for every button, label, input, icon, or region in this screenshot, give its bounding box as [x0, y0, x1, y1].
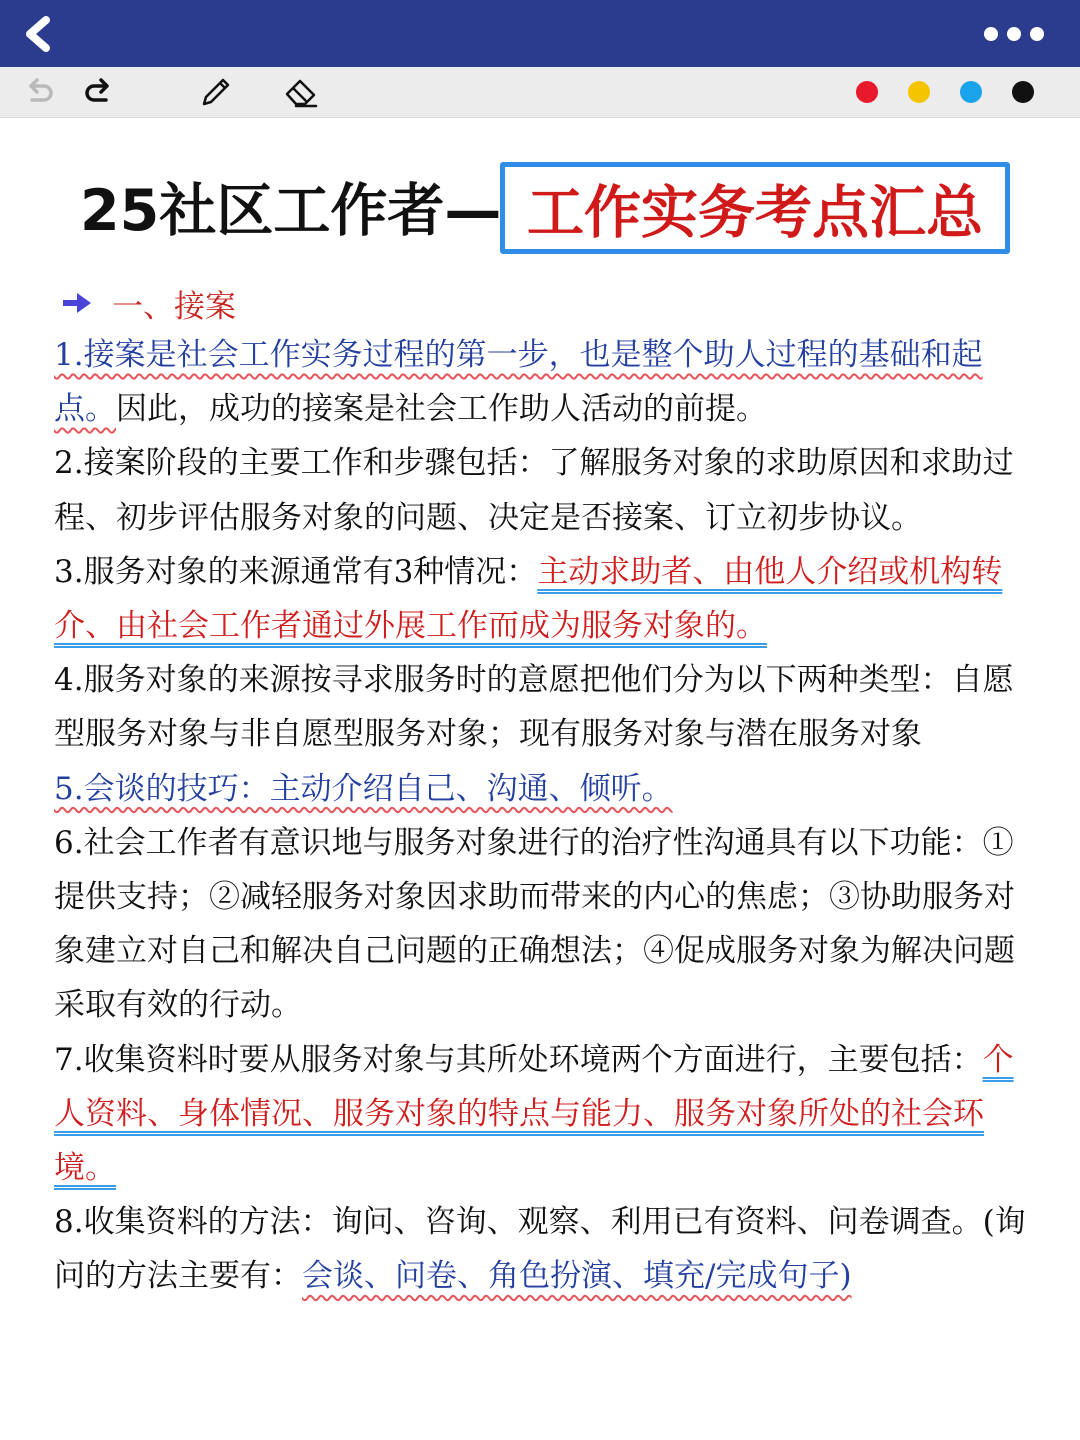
top-bar — [0, 0, 1080, 67]
more-options-button[interactable] — [984, 24, 1044, 44]
item-3-text: 3.服务对象的来源通常有3种情况： — [54, 553, 538, 590]
item-8-highlight: 会谈、问卷、角色扮演、填充/完成句子) — [302, 1258, 852, 1295]
item-6: 6.社会工作者有意识地与服务对象进行的治疗性沟通具有以下功能：①提供支持；②减轻服务对象因求助而带来的内心的焦虑；③协助服务对象建立对自己和解决自己问题的正确想法；④促成服务对象为解决问题采取有效的行动。 — [54, 824, 1015, 1024]
item-3 — [54, 545, 1034, 653]
color-swatch-yellow[interactable] — [908, 81, 930, 103]
note-body — [54, 328, 1034, 1304]
item-4: 4.服务对象的来源按寻求服务时的意愿把他们分为以下两种类型：自愿型服务对象与非自愿型服务对象；现有服务对象与潜在服务对象 — [54, 662, 1014, 753]
item-7-text: 7.收集资料时要从服务对象与其所处环境两个方面进行，主要包括： — [54, 1041, 983, 1078]
arrow-right-icon — [60, 291, 94, 315]
item-7-highlight: 个人资料、身体情况、服务对象的特点与能力、服务对象所处的社会环境。 — [54, 1041, 1014, 1187]
back-button[interactable] — [18, 12, 62, 56]
section-heading — [60, 281, 236, 325]
chevron-left-icon — [18, 12, 62, 56]
undo-button[interactable] — [22, 74, 58, 110]
more-dot — [1030, 27, 1044, 41]
title-highlight-text: 工作实务考点汇总 — [527, 180, 983, 246]
more-dot — [984, 27, 998, 41]
more-dot — [1007, 27, 1021, 41]
pencil-icon — [198, 74, 234, 110]
item-1-text: 因此，成功的接案是社会工作助人活动的前提。 — [116, 391, 767, 428]
item-3-highlight: 主动求助者、由他人介绍或机构转介、由社会工作者通过外展工作而成为服务对象的。 — [54, 553, 1003, 645]
color-swatch-red[interactable] — [856, 81, 878, 103]
eraser-button[interactable] — [283, 74, 319, 110]
item-1 — [54, 328, 1034, 436]
color-swatch-blue[interactable] — [960, 81, 982, 103]
item-8 — [54, 1195, 1034, 1303]
item-5-highlight: 5.会谈的技巧：主动介绍自己、沟通、倾听。 — [54, 770, 673, 807]
item-1-highlight: 1.接案是社会工作实务过程的第一步，也是整个助人过程的基础和起点。 — [54, 337, 983, 428]
item-7 — [54, 1033, 1034, 1196]
note-canvas — [0, 118, 1080, 1440]
redo-icon — [80, 74, 116, 110]
item-8-text: 8.收集资料的方法：询问、咨询、观察、利用已有资料、问卷调查。(询问的方法主要有： — [54, 1204, 1026, 1295]
eraser-icon — [283, 74, 319, 110]
undo-icon — [22, 74, 58, 110]
section-heading-text: 一、接案 — [112, 288, 236, 325]
color-swatch-black[interactable] — [1012, 81, 1034, 103]
redo-button[interactable] — [80, 74, 116, 110]
drawing-toolbar — [0, 67, 1080, 118]
page-title: 25社区工作者— — [80, 178, 502, 244]
item-5 — [54, 762, 1034, 816]
title-highlight-box — [500, 162, 1010, 254]
pencil-button[interactable] — [198, 74, 234, 110]
item-2: 2.接案阶段的主要工作和步骤包括：了解服务对象的求助原因和求助过程、初步评估服务对象的问题、决定是否接案、订立初步协议。 — [54, 445, 1014, 536]
